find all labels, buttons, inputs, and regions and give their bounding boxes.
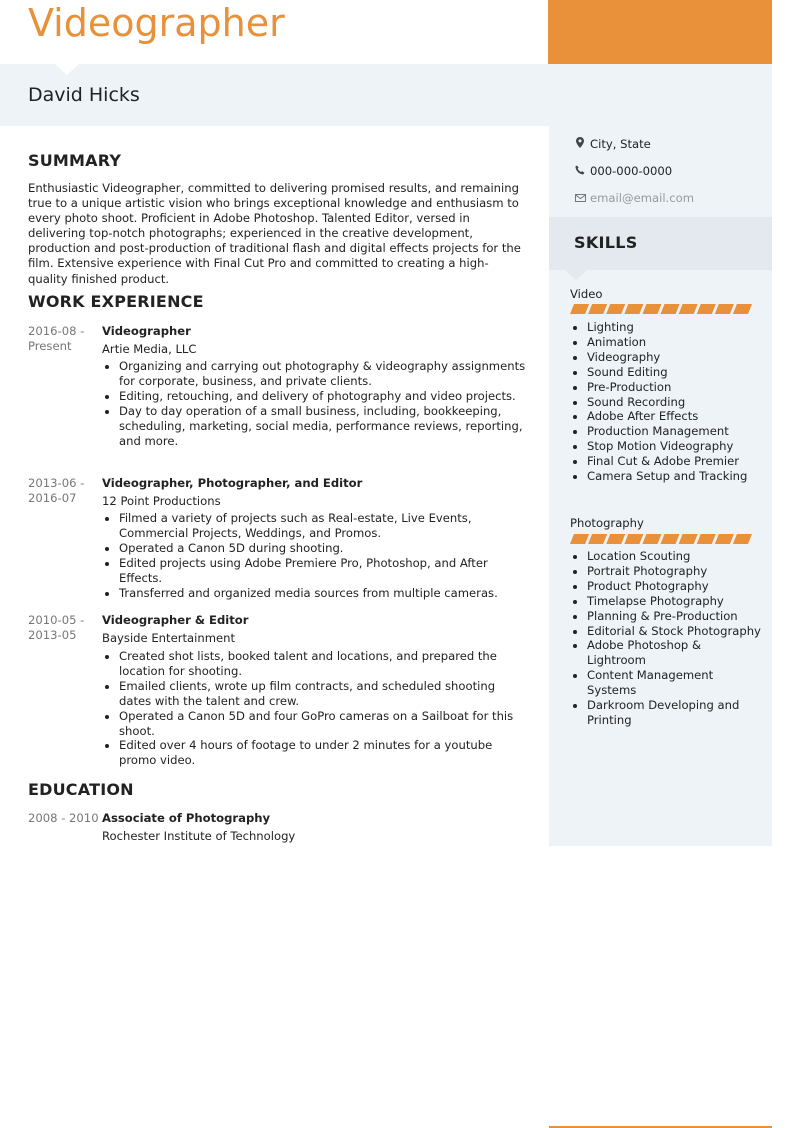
job-date: 2013-06 - 2016-07 xyxy=(28,476,85,505)
skill-level-segment xyxy=(642,304,661,314)
skill-level-segment xyxy=(624,304,643,314)
education-degree: Associate of Photography xyxy=(102,811,271,825)
resume-title: Videographer xyxy=(28,1,285,45)
contact-location xyxy=(574,137,651,151)
skill-level-bar xyxy=(570,534,752,544)
skill-item: • Lighting xyxy=(587,320,763,335)
job-date: 2016-08 - Present xyxy=(28,324,85,353)
skill-list-video xyxy=(571,320,763,484)
skill-item: • Portrait Photography xyxy=(587,564,763,579)
job-company: Artie Media, LLC xyxy=(102,342,197,356)
skill-item: • Product Photography xyxy=(587,579,763,594)
map-pin-icon xyxy=(574,137,586,151)
skill-level-segment xyxy=(715,304,734,314)
skill-level-segment xyxy=(697,534,716,544)
contact-location-text: City, State xyxy=(590,137,651,151)
job-bullet: • Transferred and organized media sources from multiple cameras. xyxy=(119,586,529,601)
skill-level-segment xyxy=(588,534,607,544)
skill-list-photography xyxy=(571,549,763,728)
skill-level-bar xyxy=(570,304,752,314)
contact-phone xyxy=(574,164,672,178)
skill-level-segment xyxy=(715,534,734,544)
education-date: 2008 - 2010 xyxy=(28,811,99,825)
skill-item: • Editorial & Stock Photography xyxy=(587,624,763,639)
skill-item: • Adobe Photoshop & Lightroom xyxy=(587,638,763,668)
skill-item: • Animation xyxy=(587,335,763,350)
skill-item: • Location Scouting xyxy=(587,549,763,564)
job-bullet: • Edited over 4 hours of footage to under 2 minutes for a youtube promo video. xyxy=(119,738,529,768)
skill-item: • Sound Recording xyxy=(587,395,763,410)
summary-heading: SUMMARY xyxy=(28,151,122,170)
skill-level-segment xyxy=(733,534,752,544)
envelope-icon xyxy=(574,192,586,205)
skill-item: • Sound Editing xyxy=(587,365,763,380)
skill-level-segment xyxy=(661,304,680,314)
skill-level-segment xyxy=(570,534,589,544)
skill-item: • Timelapse Photography xyxy=(587,594,763,609)
job-bullet: • Operated a Canon 5D during shooting. xyxy=(119,541,529,556)
name-band-notch xyxy=(55,64,79,75)
skills-band-notch xyxy=(565,270,587,280)
job-company: 12 Point Productions xyxy=(102,494,221,508)
job-bullet: • Organizing and carrying out photography & videography assignments for corporate, business, and private clients. xyxy=(119,359,529,389)
job-bullet: • Filmed a variety of projects such as Real-estate, Live Events, Commercial Projects, Weddings, and Promos. xyxy=(119,511,529,541)
skill-item: • Production Management xyxy=(587,424,763,439)
skill-level-segment xyxy=(733,304,752,314)
job-bullet: • Editing, retouching, and delivery of photography and video projects. xyxy=(119,389,529,404)
skill-level-segment xyxy=(697,304,716,314)
skill-group-name: Photography xyxy=(570,516,644,530)
job-title: Videographer, Photographer, and Editor xyxy=(102,476,363,490)
skill-item: • Final Cut & Adobe Premier xyxy=(587,454,763,469)
job-bullet: • Day to day operation of a small business, including, bookkeeping, scheduling, marketing, social media, performance reviews, reporting, and more. xyxy=(119,404,529,449)
skill-level-segment xyxy=(661,534,680,544)
job-bullets xyxy=(103,511,529,600)
skill-level-segment xyxy=(679,304,698,314)
job-company: Bayside Entertainment xyxy=(102,631,236,645)
skill-item: • Planning & Pre-Production xyxy=(587,609,763,624)
job-title: Videographer xyxy=(102,324,191,338)
education-school: Rochester Institute of Technology xyxy=(102,829,296,843)
skill-group-name: Video xyxy=(570,287,603,301)
job-bullet: • Edited projects using Adobe Premiere Pro, Photoshop, and After Effects. xyxy=(119,556,529,586)
education-heading: EDUCATION xyxy=(28,780,134,799)
summary-text: Enthusiastic Videographer, committed to delivering promised results, and remaining true to a unique artistic vision who brings exceptional knowledge and enthusiasm to every photo shoot. Proficient in Adobe Photoshop. Talented Editor, versed in delivering top-notch photographs; experienced in the creative development, production and post-production of traditional flash and digital effects projects for the film. Extensive experience with Final Cut Pro and committed to creating a high-quality finished product. xyxy=(28,181,521,286)
job-bullet: • Emailed clients, wrote up film contracts, and scheduled shooting dates with the talent and crew. xyxy=(119,679,529,709)
skill-level-segment xyxy=(606,304,625,314)
skill-item: • Content Management Systems xyxy=(587,668,763,698)
skill-item: • Darkroom Developing and Printing xyxy=(587,698,763,728)
job-bullets xyxy=(103,649,529,768)
skill-item: • Videography xyxy=(587,350,763,365)
candidate-name: David Hicks xyxy=(28,84,140,106)
skill-item: • Stop Motion Videography xyxy=(587,439,763,454)
skill-level-segment xyxy=(624,534,643,544)
skill-item: • Pre-Production xyxy=(587,380,763,395)
work-heading: WORK EXPERIENCE xyxy=(28,292,204,311)
contact-email[interactable] xyxy=(574,191,694,205)
job-bullet: • Created shot lists, booked talent and locations, and prepared the location for shooting. xyxy=(119,649,529,679)
job-bullets xyxy=(103,359,529,448)
contact-phone-text: 000-000-0000 xyxy=(590,164,673,178)
skill-item: • Camera Setup and Tracking xyxy=(587,469,763,484)
header-accent-block xyxy=(548,0,772,64)
job-date: 2010-05 - 2013-05 xyxy=(28,613,85,642)
skills-heading: SKILLS xyxy=(574,233,638,252)
skill-level-segment xyxy=(588,304,607,314)
skill-level-segment xyxy=(679,534,698,544)
skill-level-segment xyxy=(606,534,625,544)
job-bullet: • Operated a Canon 5D and four GoPro cameras on a Sailboat for this shoot. xyxy=(119,709,529,739)
job-title: Videographer & Editor xyxy=(102,613,249,627)
skill-item: • Adobe After Effects xyxy=(587,409,763,424)
skill-level-segment xyxy=(642,534,661,544)
contact-email-text[interactable]: email@email.com xyxy=(590,191,694,205)
skill-level-segment xyxy=(570,304,589,314)
phone-icon xyxy=(574,165,586,178)
